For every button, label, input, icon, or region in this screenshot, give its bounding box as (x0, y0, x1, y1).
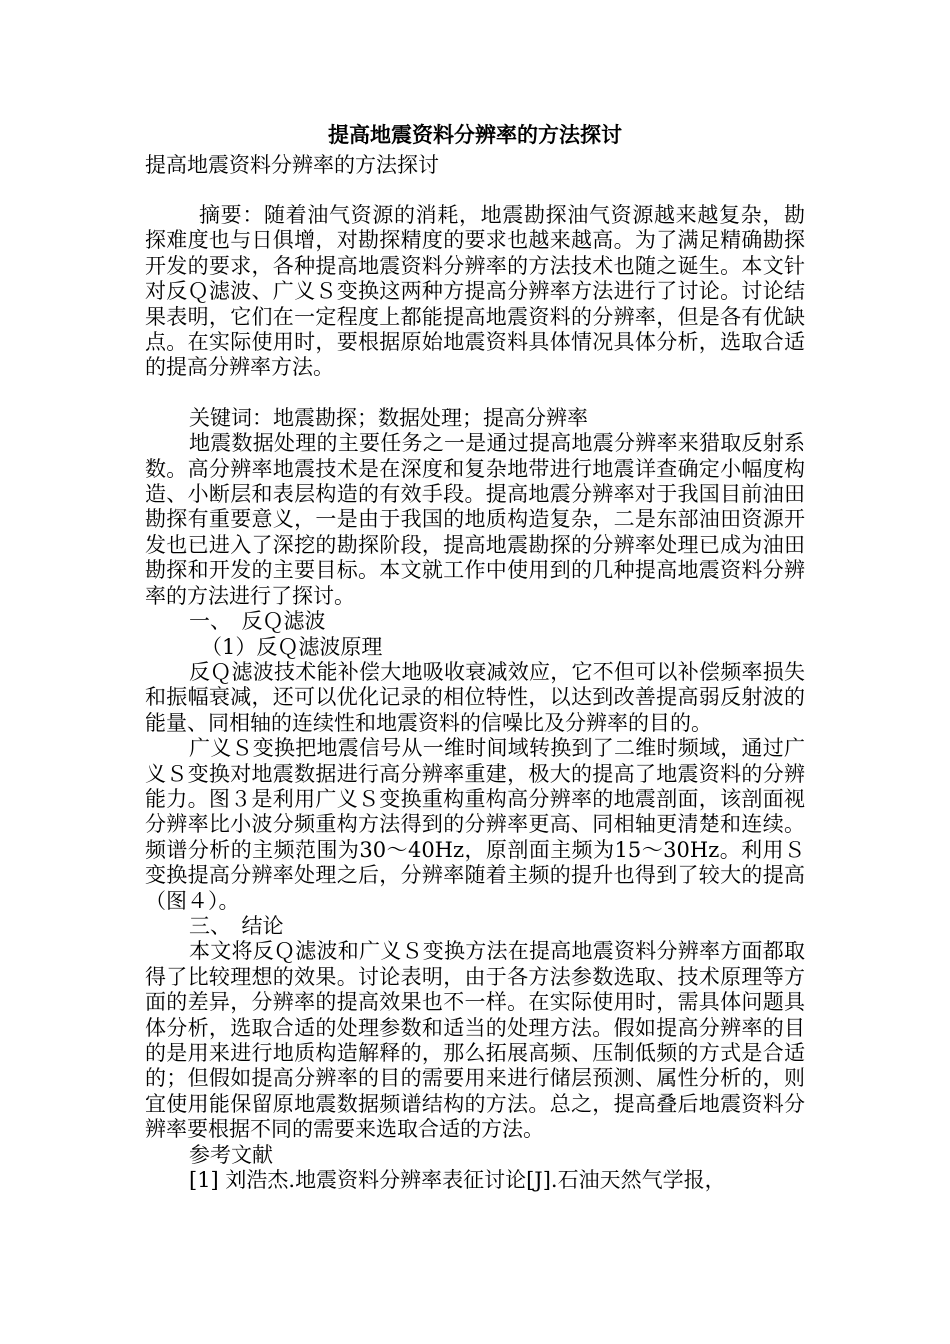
document-title: 提高地震资料分辨率的方法探讨 (328, 122, 622, 147)
section-heading-1: 一、 反Ｑ滤波 (189, 609, 326, 634)
section1-paragraph-1: 反Ｑ滤波技术能补偿大地吸收衰减效应，它不但可以补偿频率损失和振幅衰减，还可以优化记录的相位特性，以达到改善提高弱反射波的能量、同相轴的连续性和地震资料的信噪比及分辨率的目的。 (145, 659, 805, 735)
section1-paragraph-2: 广义Ｓ变换把地震信号从一维时间域转换到了二维时频域，通过广义Ｓ变换对地震数据进行高分辨率重建，极大的提高了地震资料的分辨能力。图３是利用广义Ｓ变换重构重构高分辨率的地震剖面，该剖面视分辨率比小波分频重构方法得到的分辨率更高、同相轴更清楚和连续。频谱分析的主频范围为30～40Hz，原剖面主频为15～30Hz。利用Ｓ变换提高分辨率处理之后，分辨率随着主频的提升也得到了较大的提高 （图４）。 (145, 736, 826, 913)
abstract-paragraph: 摘要：随着油气资源的消耗，地震勘探油气资源越来越复杂，勘探难度也与日俱增，对勘探精度的要求也越来越高。为了满足精确勘探开发的要求，各种提高地震资料分辨率的方法技术也随之诞生。本文针对反Ｑ滤波、广义Ｓ变换这两种方提高分辨率方法进行了讨论。讨论结果表明，它们在一定程度上都能提高地震资料的分辨率，但是各有优缺点。在实际使用时，要根据原始地震资料具体情况具体分析，选取合适的提高分辨率方法。 (145, 203, 805, 380)
conclusion-paragraph: 本文将反Ｑ滤波和广义Ｓ变换方法在提高地震资料分辨率方面都取得了比较理想的效果。讨论表明，由于各方法参数选取、技术原理等方面的差异，分辨率的提高效果也不一样。在实际使用时，需具体问题具体分析，选取合适的处理参数和适当的处理方法。假如提高分辨率的目的是用来进行地质构造解释的，那么拓展高频、压制低频的方式是合适的；但假如提高分辨率的目的需要用来进行储层预测、属性分析的，则宜使用能保留原地震数据频谱结构的方法。总之，提高叠后地震资料分辨率要根据不同的需要来选取合适的方法。 (145, 939, 805, 1142)
reference-item: [1] 刘浩杰.地震资料分辨率表征讨论[J].石油天然气学报， (189, 1168, 726, 1193)
document-subtitle: 提高地震资料分辨率的方法探讨 (145, 153, 439, 177)
references-heading: 参考文献 (189, 1142, 273, 1167)
subsection-heading-1: （1）反Ｑ滤波原理 (201, 634, 383, 659)
intro-paragraph: 地震数据处理的主要任务之一是通过提高地震分辨率来猎取反射系数。高分辨率地震技术是在深度和复杂地带进行地震详查确定小幅度构造、小断层和表层构造的有效手段。提高地震分辨率对于我国目前油田勘探有重要意义，一是由于我国的地质构造复杂，二是东部油田资源开发也已进入了深挖的勘探阶段，提高地震勘探的分辨率处理已成为油田勘探和开发的主要目标。本文就工作中使用到的几种提高地震资料分辨率的方法进行了探讨。 (145, 431, 805, 608)
keywords-paragraph: 关键词：地震勘探；数据处理；提高分辨率 (189, 405, 588, 430)
section-heading-3: 三、 结论 (189, 913, 284, 938)
spacer (145, 178, 805, 203)
spacer (145, 381, 805, 406)
document-page (145, 118, 826, 1193)
